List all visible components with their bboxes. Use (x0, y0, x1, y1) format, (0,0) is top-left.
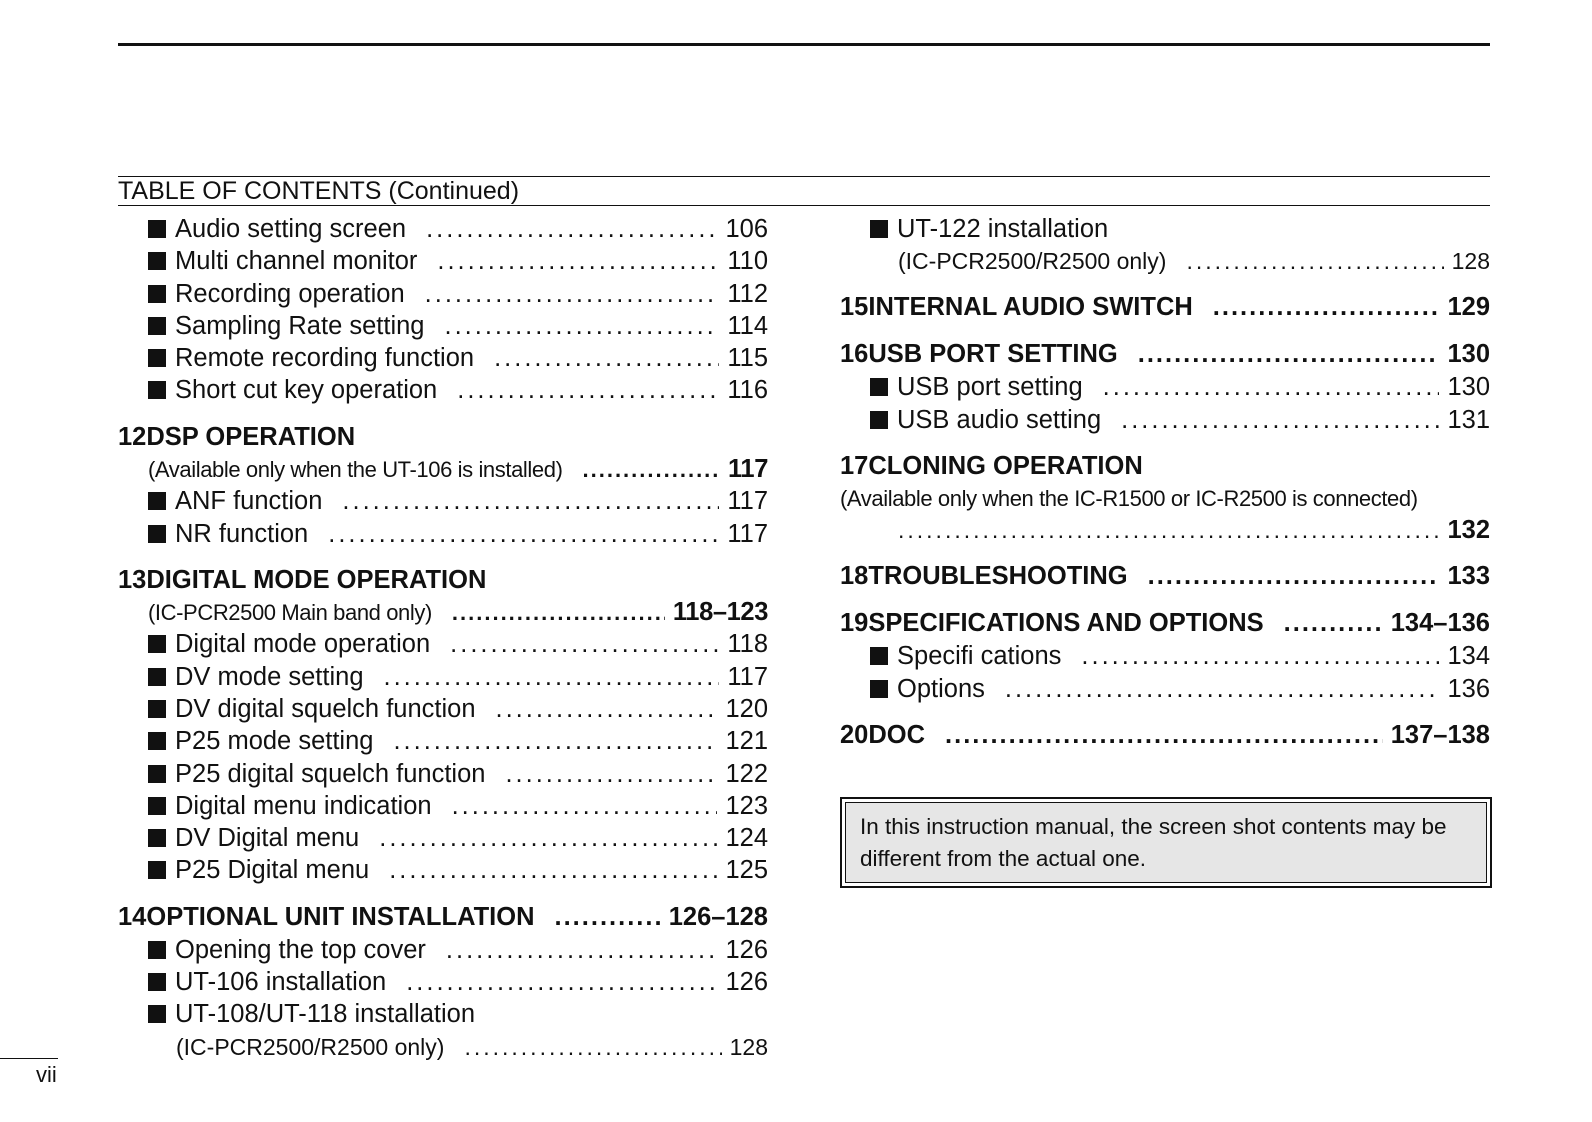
square-bullet-icon (148, 797, 166, 815)
dot-leader (945, 719, 1383, 752)
square-bullet-icon (870, 680, 888, 698)
chapter-number: 20 (840, 720, 869, 749)
toc-chapter-entry[interactable] (118, 901, 768, 934)
entry-label: NR function (175, 519, 309, 548)
page-ref: 117 (727, 519, 768, 548)
entry-label: UT-108/UT-118 installation (175, 1000, 476, 1029)
page-ref: 129 (1447, 293, 1490, 322)
toc-entry[interactable] (118, 1031, 768, 1063)
square-bullet-icon (148, 829, 166, 847)
toc-entry[interactable] (118, 245, 768, 277)
top-rule (118, 43, 1490, 46)
page-ref: 121 (725, 727, 768, 756)
toc-entry[interactable] (118, 758, 768, 790)
square-bullet-icon (148, 285, 166, 303)
page-ref: 112 (727, 279, 768, 308)
page-ref: 134 (1447, 642, 1490, 671)
dot-leader (328, 518, 719, 550)
page-ref: 136 (1447, 674, 1490, 703)
toc-entry[interactable] (840, 371, 1490, 403)
dot-leader (379, 822, 717, 854)
toc-entry[interactable] (840, 640, 1490, 672)
entry-label: (Available only when the UT-106 is installed) (148, 456, 563, 482)
toc-entry[interactable] (840, 404, 1490, 436)
toc-entry[interactable] (118, 661, 768, 693)
chapter-title: TROUBLESHOOTING (868, 562, 1128, 591)
page-ref: 110 (727, 247, 768, 276)
entry-label: USB port setting (897, 373, 1083, 402)
chapter-number: 18 (840, 562, 869, 591)
square-bullet-icon (148, 349, 166, 367)
entry-label: Speciﬁ cations (897, 642, 1062, 671)
chapter-title: USB PORT SETTING (868, 340, 1118, 369)
page-ref: 106 (725, 215, 768, 243)
dot-leader (1148, 560, 1440, 593)
dot-leader (1005, 673, 1440, 705)
toc-chapter-entry[interactable] (840, 450, 1490, 483)
toc-chapter-entry[interactable] (840, 338, 1490, 371)
square-bullet-icon (870, 647, 888, 665)
chapter-number: 13 (118, 565, 147, 594)
chapter-title: DSP OPERATION (146, 422, 356, 451)
toc-entry[interactable] (118, 966, 768, 998)
toc-entry[interactable] (840, 213, 1490, 245)
dot-leader (1284, 607, 1383, 640)
square-bullet-icon (148, 668, 166, 686)
toc-entry[interactable] (118, 485, 768, 517)
dot-leader (505, 758, 717, 790)
square-bullet-icon (148, 635, 166, 653)
toc-entry[interactable] (118, 854, 768, 886)
entry-label: Audio setting screen (175, 215, 407, 243)
toc-entry[interactable] (118, 998, 768, 1030)
chapter-number: 17 (840, 451, 869, 480)
square-bullet-icon (870, 220, 888, 238)
page-ref: 133 (1447, 562, 1490, 591)
toc-entry[interactable] (118, 518, 768, 550)
dot-leader (389, 854, 717, 886)
page-ref: 117 (727, 662, 768, 691)
toc-entry[interactable] (118, 342, 768, 374)
square-bullet-icon (148, 861, 166, 879)
dot-leader (452, 790, 718, 822)
square-bullet-icon (148, 1005, 166, 1023)
square-bullet-icon (148, 220, 166, 238)
entry-label: Opening the top cover (175, 935, 426, 964)
chapter-title: DIGITAL MODE OPERATION (146, 565, 487, 594)
page-ref: 120 (725, 694, 768, 723)
entry-label: DV mode setting (175, 662, 364, 691)
toc-chapter-entry[interactable] (840, 607, 1490, 640)
toc-header (118, 176, 1490, 206)
toc-left-column (118, 213, 768, 1063)
page-ref: 130 (1447, 340, 1490, 369)
entry-label: P25 mode setting (175, 727, 374, 756)
page-ref: 117 (727, 487, 768, 516)
chapter-number: 19 (840, 609, 869, 638)
toc-chapter-entry[interactable] (840, 560, 1490, 593)
toc-right-column (840, 213, 1490, 752)
square-bullet-icon (148, 732, 166, 750)
dot-leader (425, 278, 720, 310)
entry-label: (IC-PCR2500/R2500 only) (176, 1033, 445, 1060)
chapter-number: 16 (840, 340, 869, 369)
entry-label: P25 Digital menu (175, 856, 370, 885)
dot-leader (496, 693, 718, 725)
page-ref: 134–136 (1390, 609, 1490, 638)
entry-label: USB audio setting (897, 405, 1102, 434)
dot-leader (1138, 338, 1440, 371)
entry-label: DV digital squelch function (175, 694, 476, 723)
toc-entry[interactable] (118, 213, 768, 245)
dot-leader (457, 374, 719, 406)
dot-leader (1081, 640, 1439, 672)
toc-entry[interactable] (118, 628, 768, 660)
dot-leader (1121, 404, 1439, 436)
chapter-title: DOC (868, 720, 926, 749)
dot-leader (406, 966, 717, 998)
toc-entry[interactable] (840, 483, 1490, 515)
dot-leader (437, 245, 719, 277)
dot-leader (393, 725, 717, 757)
toc-entry[interactable] (840, 514, 1490, 546)
page-ref: 117 (728, 454, 768, 483)
chapter-number: 14 (118, 902, 147, 931)
page-ref: 123 (725, 791, 768, 820)
toc-entry[interactable] (118, 822, 768, 854)
toc-entry[interactable] (840, 673, 1490, 705)
dot-leader (494, 342, 719, 374)
dot-leader (1213, 291, 1440, 324)
chapter-title: OPTIONAL UNIT INSTALLATION (146, 902, 535, 931)
page-ref: 128 (1451, 248, 1490, 275)
square-bullet-icon (148, 765, 166, 783)
page-ref: 137–138 (1390, 720, 1490, 749)
toc-entry[interactable] (840, 245, 1490, 277)
dot-leader (384, 661, 720, 693)
entry-label: (Available only when the IC-R1500 or IC-R2500 is connected) (840, 485, 1418, 511)
page-ref: 116 (727, 376, 768, 405)
toc-entry[interactable] (118, 693, 768, 725)
chapter-title: CLONING OPERATION (868, 451, 1143, 480)
chapter-title: INTERNAL AUDIO SWITCH (868, 293, 1193, 322)
square-bullet-icon (148, 973, 166, 991)
dot-leader (452, 597, 665, 629)
toc-chapter-entry[interactable] (118, 421, 768, 454)
chapter-number: 15 (840, 293, 869, 322)
chapter-number: 12 (118, 422, 147, 451)
page-ref: 126 (725, 968, 768, 997)
entry-label: Remote recording function (175, 344, 475, 373)
entry-label: UT-106 installation (175, 968, 387, 997)
square-bullet-icon (870, 411, 888, 429)
square-bullet-icon (870, 378, 888, 396)
entry-label: (IC-PCR2500 Main band only) (148, 599, 432, 625)
dot-leader (1186, 245, 1443, 277)
square-bullet-icon (148, 525, 166, 543)
entry-label: ANF function (175, 487, 323, 516)
dot-leader (444, 310, 719, 342)
page-ref: 115 (727, 344, 768, 373)
toc-chapter-entry[interactable] (118, 564, 768, 597)
dot-leader (426, 213, 717, 245)
toc-entry[interactable] (118, 454, 768, 486)
dot-leader (898, 514, 1439, 546)
toc-chapter-entry[interactable] (840, 719, 1490, 752)
toc-entry[interactable] (118, 310, 768, 342)
dot-leader (446, 934, 718, 966)
page-ref: 130 (1447, 373, 1490, 402)
square-bullet-icon (148, 492, 166, 510)
toc-entry[interactable] (118, 597, 768, 629)
dot-leader (583, 454, 721, 486)
entry-label: Digital menu indication (175, 791, 432, 820)
page-ref: 124 (725, 824, 768, 853)
toc-entry[interactable] (118, 790, 768, 822)
toc-entry[interactable] (118, 374, 768, 406)
page-ref: 118 (727, 630, 768, 659)
toc-chapter-entry[interactable] (840, 291, 1490, 324)
square-bullet-icon (148, 941, 166, 959)
page-ref: 114 (727, 311, 768, 340)
page-number: vii (36, 1062, 57, 1087)
toc-title: TABLE OF CONTENTS (Continued) (118, 177, 520, 205)
entry-label: UT-122 installation (897, 215, 1109, 243)
entry-label: Recording operation (175, 279, 405, 308)
notice-text: In this instruction manual, the screen shot contents may be different from the actual one. (845, 802, 1487, 883)
page-ref: 118–123 (672, 597, 768, 626)
entry-label: P25 digital squelch function (175, 759, 486, 788)
dot-leader (555, 901, 661, 934)
dot-leader (450, 628, 719, 660)
entry-label: Multi channel monitor (175, 247, 418, 276)
toc-entry[interactable] (118, 934, 768, 966)
page-ref: 131 (1447, 405, 1490, 434)
dot-leader (1103, 371, 1440, 403)
toc-entry[interactable] (118, 725, 768, 757)
square-bullet-icon (148, 381, 166, 399)
square-bullet-icon (148, 317, 166, 335)
page-ref: 132 (1447, 516, 1490, 545)
dot-leader (342, 485, 719, 517)
square-bullet-icon (148, 252, 166, 270)
page-ref: 126–128 (668, 902, 768, 931)
page-ref: 126 (725, 935, 768, 964)
page-ref: 128 (729, 1033, 768, 1060)
entry-label: Short cut key operation (175, 376, 438, 405)
entry-label: DV Digital menu (175, 824, 360, 853)
square-bullet-icon (148, 700, 166, 718)
footer-rule (0, 1058, 58, 1059)
page-ref: 122 (725, 759, 768, 788)
entry-label: Digital mode operation (175, 630, 431, 659)
page-ref: 125 (725, 856, 768, 885)
entry-label: Options (897, 674, 985, 703)
entry-label: (IC-PCR2500/R2500 only) (898, 248, 1167, 275)
notice-box (840, 797, 1492, 888)
entry-label: Sampling Rate setting (175, 311, 425, 340)
toc-entry[interactable] (118, 278, 768, 310)
chapter-title: SPECIFICATIONS AND OPTIONS (868, 609, 1264, 638)
dot-leader (464, 1031, 721, 1063)
